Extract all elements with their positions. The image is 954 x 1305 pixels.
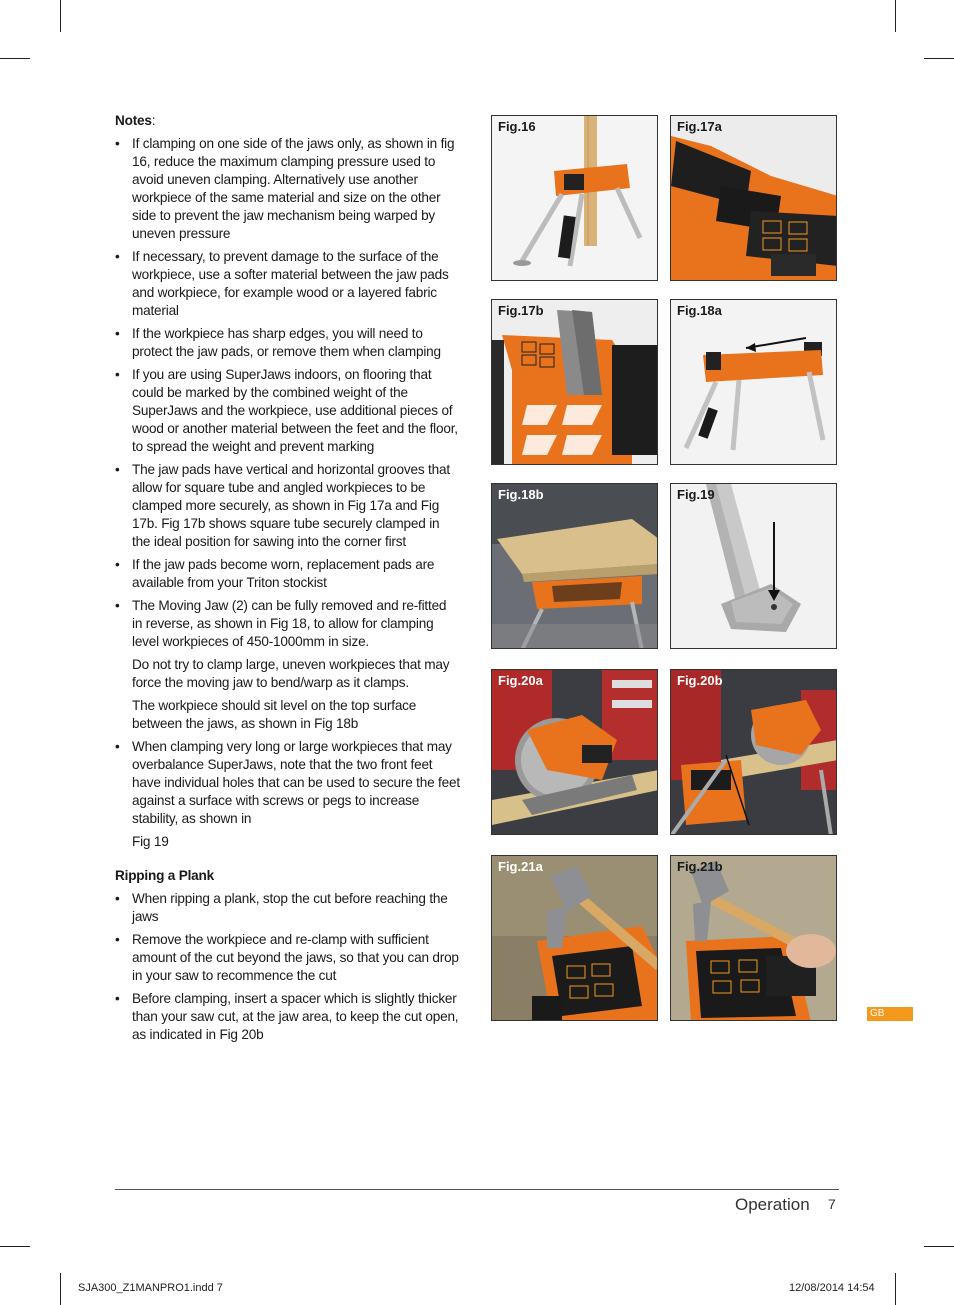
- bullet-item: [115, 325, 460, 361]
- bullet-paragraph: • The jaw pads have vertical and horizontal grooves that allow for square tube and angled workpieces to be clamped more securely, as shown in Fig 17a and Fig 17b. Fig 17b shows square tube securely clamped in the ideal position for sawing into the corner first: [132, 462, 450, 549]
- bullet-item: [115, 890, 460, 926]
- crop-mark: [895, 0, 896, 32]
- bullet-item: [115, 556, 460, 592]
- figure-label: Fig.16: [498, 119, 536, 134]
- bullet-item: [115, 738, 460, 851]
- bullet-paragraph: • If the workpiece has sharp edges, you will need to protect the jaw pads, or remove them when clamping: [132, 326, 441, 359]
- bullet-item: [115, 597, 460, 733]
- figure-20b: [670, 669, 837, 835]
- figure-label: Fig.20a: [498, 673, 543, 688]
- photo-spacer-in-cut: [671, 670, 837, 835]
- figure-17a: [670, 115, 837, 281]
- figure-16: [491, 115, 658, 281]
- figure-19: [670, 483, 837, 649]
- bullet-paragraph: • If necessary, to prevent damage to the surface of the workpiece, use a softer material between the jaw pads and workpiece, for example wood or a layered fabric material: [132, 249, 449, 318]
- section-title: Operation: [735, 1195, 810, 1214]
- bullet-item: [115, 248, 460, 320]
- photo-jaws-clamping-post: [492, 116, 658, 281]
- figure-21b: [670, 855, 837, 1021]
- figure-18b: [491, 483, 658, 649]
- crop-mark: [924, 1246, 954, 1247]
- bullet-item: [115, 990, 460, 1044]
- figure-label: Fig.21b: [677, 859, 723, 874]
- figure-18a: [670, 299, 837, 465]
- figure-label: Fig.19: [677, 487, 715, 502]
- crop-mark: [0, 58, 30, 59]
- figure-label: Fig.18b: [498, 487, 544, 502]
- bullet-paragraph: • Before clamping, insert a spacer which is slightly thicker than your saw cut, at the jaw area, to keep the cut open, as indicated in Fig 20b: [132, 991, 459, 1042]
- bullet-paragraph: • When ripping a plank, stop the cut before reaching the jaws: [132, 891, 448, 924]
- photo-wide-panel-on-jaws: [492, 484, 658, 649]
- bullet-paragraph: • Remove the workpiece and re-clamp with sufficient amount of the cut beyond the jaws, so that you can drop in your saw to recommence the cut: [132, 932, 459, 983]
- bullet-item: [115, 931, 460, 985]
- crop-mark: [924, 58, 954, 59]
- photo-circular-saw-cut: [492, 670, 658, 835]
- bullet-paragraph: • If the jaw pads become worn, replacement pads are available from your Triton stockist: [132, 557, 435, 590]
- figure-label: Fig.17b: [498, 303, 544, 318]
- ripping-heading: Ripping a Plank: [115, 868, 214, 883]
- bullet-paragraph: • If clamping on one side of the jaws only, as shown in fig 16, reduce the maximum clamping pressure used to avoid uneven clamping. Alternatively use another workpiece of the same material and size on the other side to prevent the jaw mechanism being warped by uneven pressure: [132, 136, 455, 241]
- page-number: 7: [828, 1196, 836, 1212]
- photo-hammer-fitting-pad: [671, 856, 837, 1021]
- bullet-paragraph: • If you are using SuperJaws indoors, on flooring that could be marked by the combined weight of the SuperJaws and the workpiece, use additional pieces of wood or another material between the feet and the floor, to spread the weight and prevent marking: [132, 367, 458, 454]
- crop-mark: [60, 0, 61, 32]
- notes-heading: Notes:: [115, 113, 156, 128]
- language-tab: GB: [867, 1007, 913, 1021]
- bullet-paragraph: Fig 19: [132, 834, 169, 849]
- footer-rule: [115, 1189, 839, 1190]
- bullet-paragraph: • When clamping very long or large workpieces that may overbalance SuperJaws, note that the two front feet have individual holes that can be used to secure the feet against a surface with screws or pegs to increase stability, as shown in: [132, 739, 460, 826]
- figure-21a: [491, 855, 658, 1021]
- figure-17b: [491, 299, 658, 465]
- bullet-item: [115, 366, 460, 456]
- crop-mark: [0, 1246, 30, 1247]
- photo-jaw-pad-closeup: [671, 116, 837, 281]
- date-slug: 12/08/2014 14:54: [789, 1282, 875, 1294]
- bullet-item: [115, 461, 460, 551]
- ripping-list: [115, 890, 460, 1044]
- figure-label: Fig.17a: [677, 119, 722, 134]
- photo-foot-mounting-hole: [671, 484, 837, 649]
- crop-mark: [895, 1273, 896, 1305]
- photo-square-tube-clamped: [492, 300, 658, 465]
- text-column: [115, 112, 460, 1049]
- figure-label: Fig.20b: [677, 673, 723, 688]
- bullet-item: [115, 135, 460, 243]
- bullet-paragraph: The workpiece should sit level on the top surface between the jaws, as shown in Fig 18b: [132, 698, 417, 731]
- photo-hammer-removing-pad: [492, 856, 658, 1021]
- bullet-paragraph: Do not try to clamp large, uneven workpieces that may force the moving jaw to bend/warp as it clamps.: [132, 657, 450, 690]
- bullet-paragraph: • The Moving Jaw (2) can be fully removed and re-fitted in reverse, as shown in Fig 18, to allow for clamping level workpieces of 450-1000mm in size.: [132, 598, 447, 649]
- photo-moving-jaw-reversed: [671, 300, 837, 465]
- notes-list: [115, 135, 460, 851]
- figure-20a: [491, 669, 658, 835]
- figure-label: Fig.18a: [677, 303, 722, 318]
- figure-label: Fig.21a: [498, 859, 543, 874]
- crop-mark: [60, 1273, 61, 1305]
- file-slug: SJA300_Z1MANPRO1.indd 7: [78, 1282, 223, 1294]
